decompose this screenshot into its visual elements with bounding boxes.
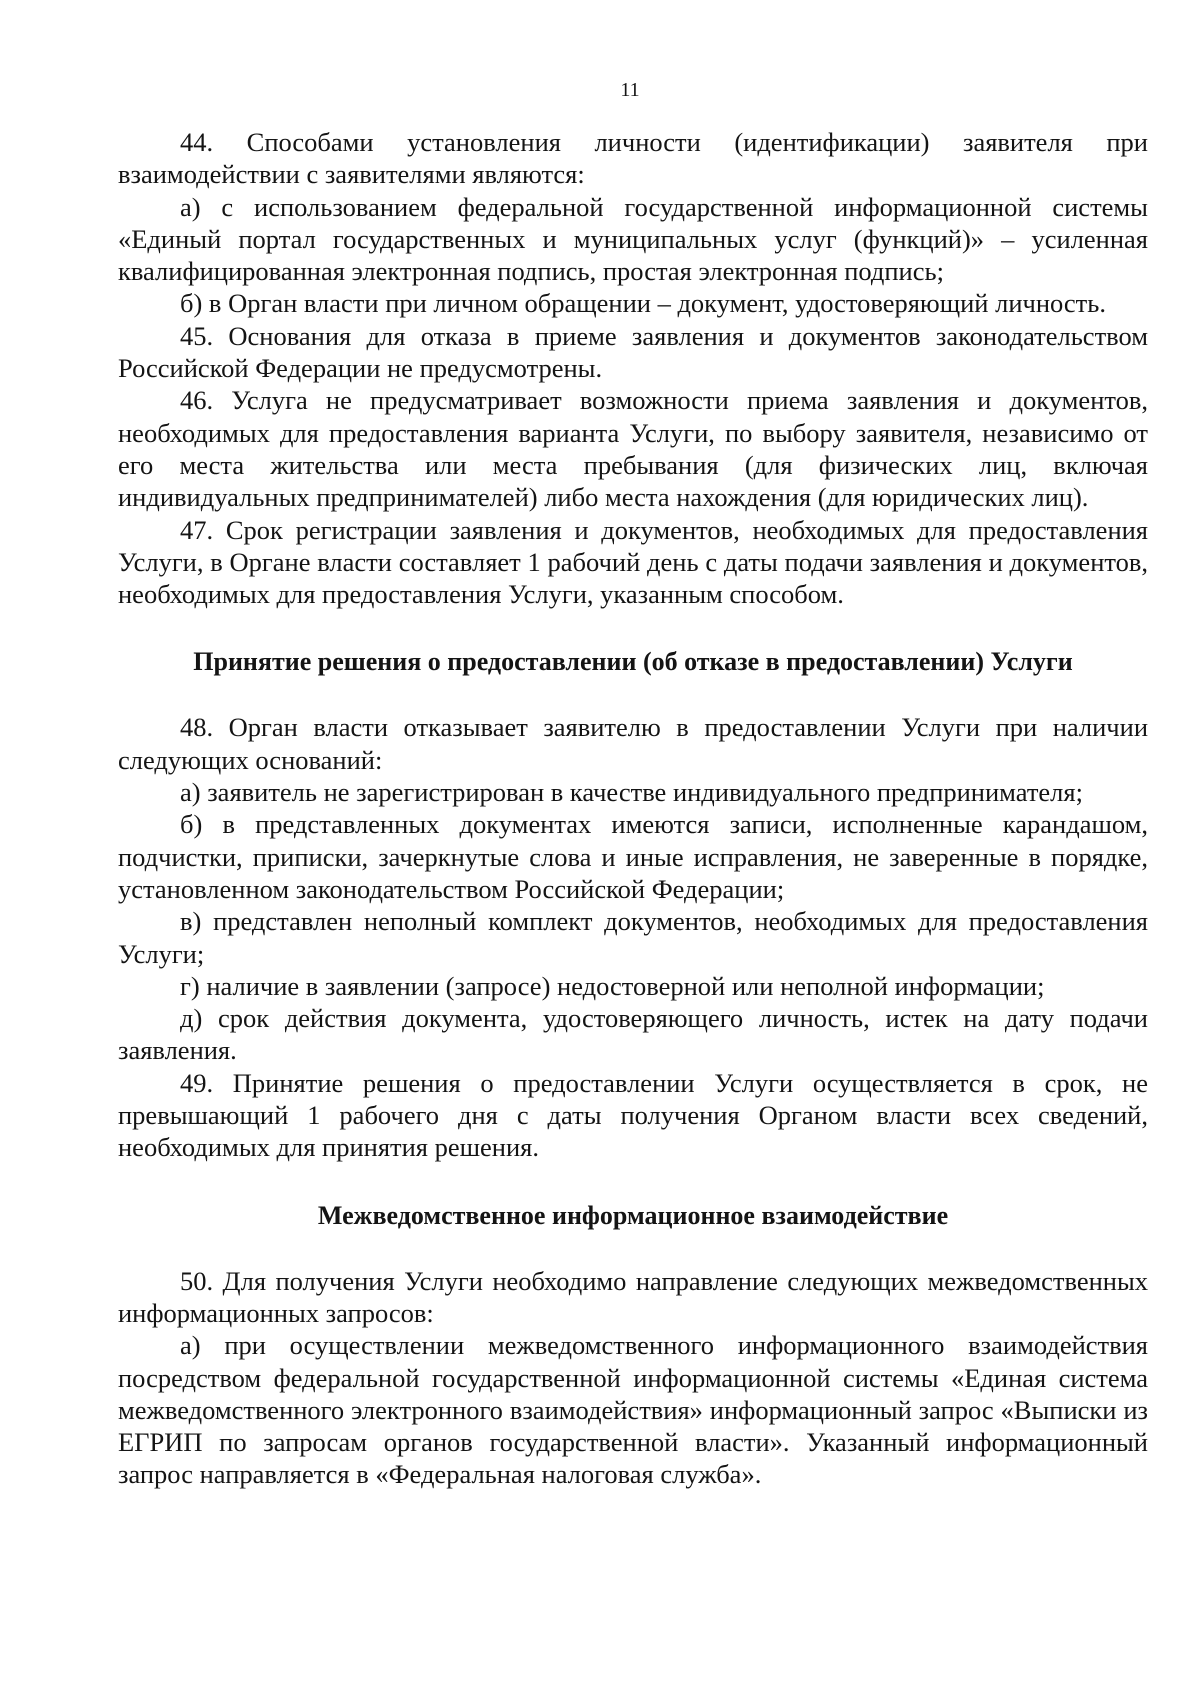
document-body xyxy=(118,126,1148,1491)
paragraph-clause-48-g: г) наличие в заявлении (запросе) недостоверной или неполной информации; xyxy=(180,970,1045,1001)
paragraph-clause-48-d: д) срок действия документа, удостоверяющего личность, истек на дату подачи заявления. xyxy=(118,1003,1148,1066)
paragraph-clause-48-a: а) заявитель не зарегистрирован в качестве индивидуального предпринимателя; xyxy=(180,777,1083,808)
section-heading-interagency: Межведомственное информационное взаимодействие xyxy=(317,1200,949,1230)
paragraph-clause-47: 47. Срок регистрации заявления и документов, необходимых для предоставления Услуги, в Органе власти составляет 1 рабочий день с даты подачи заявления и документов, необходимых для предоставления Услуги, указанным способом. xyxy=(118,514,1148,610)
paragraph-clause-48-v: в) представлен неполный комплект документов, необходимых для предоставления Услуги; xyxy=(118,906,1148,969)
paragraph-clause-48-b: б) в представленных документах имеются записи, исполненные карандашом, подчистки, приписки, зачеркнутые слова и иные исправления, не заверенные в порядке, установленном законодательством Российской Федерации; xyxy=(118,809,1148,904)
paragraph-clause-45: 45. Основания для отказа в приеме заявления и документов законодательством Российской Федерации не предусмотрены. xyxy=(118,320,1148,384)
paragraph-clause-50: 50. Для получения Услуги необходимо направление следующих межведомственных информационных запросов: xyxy=(118,1265,1148,1328)
paragraph-clause-44-b: б) в Орган власти при личном обращении – документ, удостоверяющий личность. xyxy=(180,288,1106,319)
paragraph-clause-44: 44. Способами установления личности (идентификации) заявителя при взаимодействии с заявителями являются: xyxy=(118,127,1148,190)
page-number: 11 xyxy=(620,79,640,101)
paragraph-clause-49: 49. Принятие решения о предоставлении Услуги осуществляется в срок, не превышающий 1 рабочего дня с даты получения Органом власти всех сведений, необходимых для принятия решения. xyxy=(118,1067,1148,1163)
section-heading-decision: Принятие решения о предоставлении (об отказе в предоставлении) Услуги xyxy=(193,647,1073,677)
paragraph-clause-44-a: а) с использованием федеральной государственной информационной системы «Единый портал государственных и муниципальных услуг (функций)» – усиленная квалифицированная электронная подпись, простая электронная подпись; xyxy=(118,191,1148,287)
paragraph-clause-50-a: а) при осуществлении межведомственного информационного взаимодействия посредством федеральной государственной информационной системы «Единая система межведомственного электронного взаимодействия» информационный запрос «Выписки из ЕГРИП по запросам органов государственной власти». Указанный информационный запрос направляется в «Федеральная налоговая служба». xyxy=(118,1330,1148,1490)
paragraph-clause-48: 48. Орган власти отказывает заявителю в предоставлении Услуги при наличии следующих оснований: xyxy=(118,712,1148,775)
paragraph-clause-46: 46. Услуга не предусматривает возможности приема заявления и документов, необходимых для предоставления варианта Услуги, по выбору заявителя, независимо от его места жительства или места пребывания (для физических лиц, включая индивидуальных предпринимателей) либо места нахождения (для юридических лиц). xyxy=(118,385,1148,513)
